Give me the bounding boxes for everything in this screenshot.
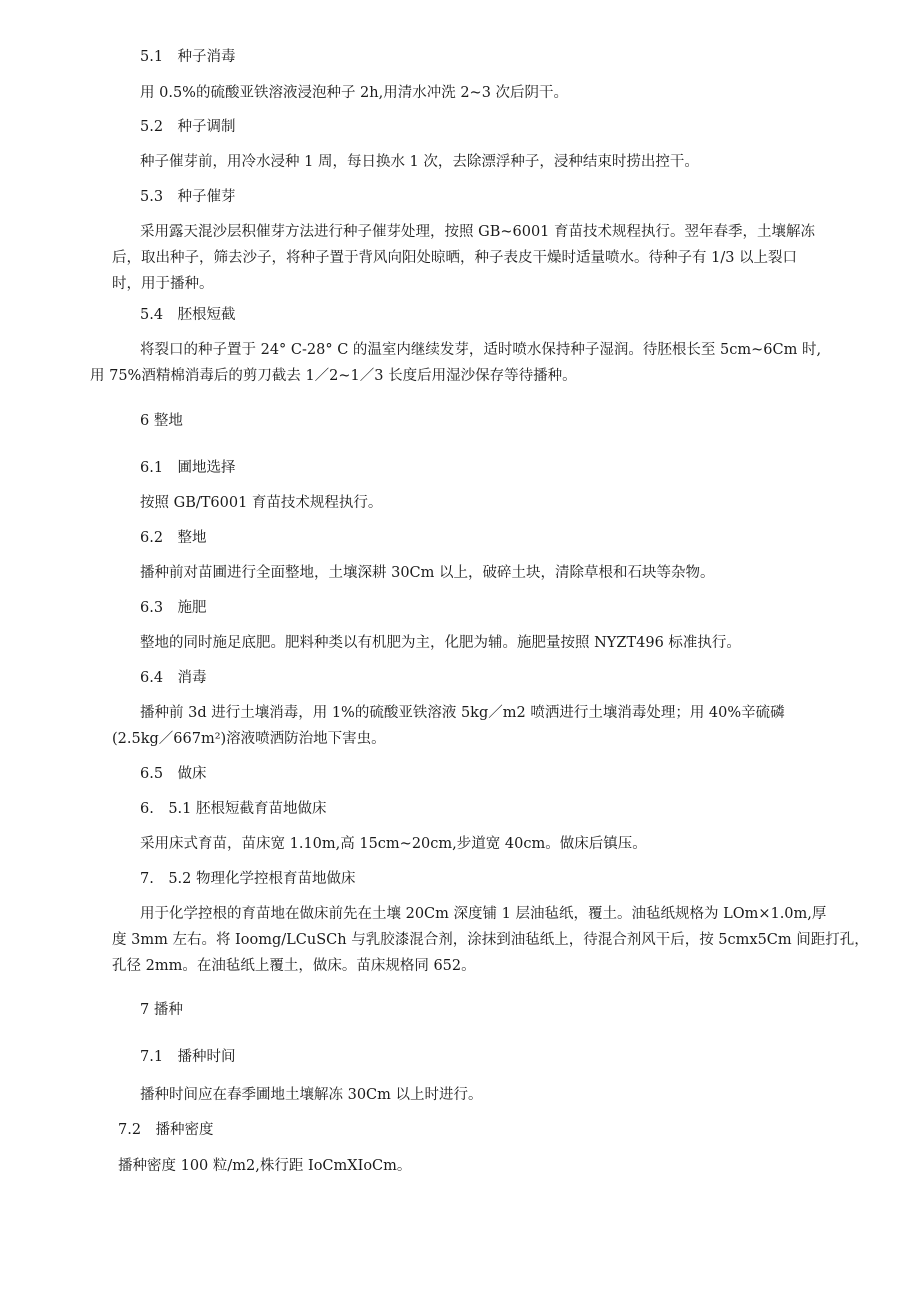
section-6-5-2-body-line-3: 孔径 2mm。在油毡纸上覆土，做床。苗床规格同 652。 <box>112 958 476 974</box>
section-5-1-heading: 5.1 种子消毒 <box>140 49 236 65</box>
section-6-5-2-body-line-2: 度 3mm 左右。将 Ioomg/LCuSCh 与乳胶漆混合剂，涂抹到油毡纸上，待混合剂风干后，按 5cmx5Cm 间距打孔， <box>112 932 869 948</box>
section-5-3-body-line-2: 后，取出种子，筛去沙子，将种子置于背风向阳处晾晒，种子表皮干燥时适量喷水。待种子有 1/3 以上裂口 <box>112 250 798 266</box>
section-5-2-heading: 5.2 种子调制 <box>140 119 236 135</box>
section-7-2-body: 播种密度 100 粒/m2,株行距 IoCmXIoCm。 <box>118 1158 412 1174</box>
section-5-3-body-line-1: 采用露天混沙层积催芽方法进行种子催芽处理，按照 GB~6001 育苗技术规程执行。翌年春季，土壤解冻 <box>140 224 816 240</box>
section-6-1-body: 按照 GB/T6001 育苗技术规程执行。 <box>140 495 383 511</box>
section-6-heading: 6 整地 <box>140 413 183 429</box>
section-6-3-heading: 6.3 施肥 <box>140 600 207 616</box>
section-7-1-body: 播种时间应在春季圃地土壤解冻 30Cm 以上时进行。 <box>140 1087 483 1103</box>
section-6-2-heading: 6.2 整地 <box>140 530 207 546</box>
section-7-2-heading: 7.2 播种密度 <box>118 1122 214 1138</box>
section-6-5-2-heading: 7. 5.2 物理化学控根育苗地做床 <box>140 871 356 887</box>
section-5-3-body-line-3: 时，用于播种。 <box>112 276 214 292</box>
section-5-2-body: 种子催芽前，用冷水浸种 1 周，每日换水 1 次，去除漂浮种子，浸种结束时捞出控干。 <box>140 154 699 170</box>
section-6-5-heading: 6.5 做床 <box>140 766 207 782</box>
section-6-5-1-heading: 6. 5.1 胚根短截育苗地做床 <box>140 801 327 817</box>
section-6-4-body-line-1: 播种前 3d 进行土壤消毒，用 1%的硫酸亚铁溶液 5kg／m2 喷洒进行土壤消毒处理；用 40%辛硫磷 <box>140 705 785 721</box>
section-6-2-body: 播种前对苗圃进行全面整地，土壤深耕 30Cm 以上，破碎土块，清除草根和石块等杂物。 <box>140 565 715 581</box>
section-5-4-heading: 5.4 胚根短截 <box>140 307 236 323</box>
section-6-5-1-body: 采用床式育苗，苗床宽 1.10m,高 15cm~20cm,步道宽 40cm。做床后镇压。 <box>140 836 647 852</box>
section-6-3-body: 整地的同时施足底肥。肥料种类以有机肥为主，化肥为辅。施肥量按照 NYZT496 标准执行。 <box>140 635 741 651</box>
section-5-4-body-line-2: 用 75%酒精棉消毒后的剪刀截去 1／2~1／3 长度后用湿沙保存等待播种。 <box>90 368 577 384</box>
section-5-1-body: 用 0.5%的硫酸亚铁溶液浸泡种子 2h,用清水冲洗 2~3 次后阴干。 <box>140 85 569 101</box>
section-6-4-heading: 6.4 消毒 <box>140 670 207 686</box>
section-5-3-heading: 5.3 种子催芽 <box>140 189 236 205</box>
section-7-1-heading: 7.1 播种时间 <box>140 1049 236 1065</box>
section-5-4-body-line-1: 将裂口的种子置于 24° C-28° C 的温室内继续发芽，适时喷水保持种子湿润。待胚根长至 5cm~6Cm 时, <box>140 342 822 358</box>
section-6-1-heading: 6.1 圃地选择 <box>140 460 236 476</box>
section-6-5-2-body-line-1: 用于化学控根的育苗地在做床前先在土壤 20Cm 深度铺 1 层油毡纸，覆土。油毡纸规格为 LOm×1.0m,厚 <box>140 906 827 922</box>
section-7-heading: 7 播种 <box>140 1002 183 1018</box>
section-6-4-body-line-2: (2.5kg／667m²)溶液喷洒防治地下害虫。 <box>112 731 386 747</box>
